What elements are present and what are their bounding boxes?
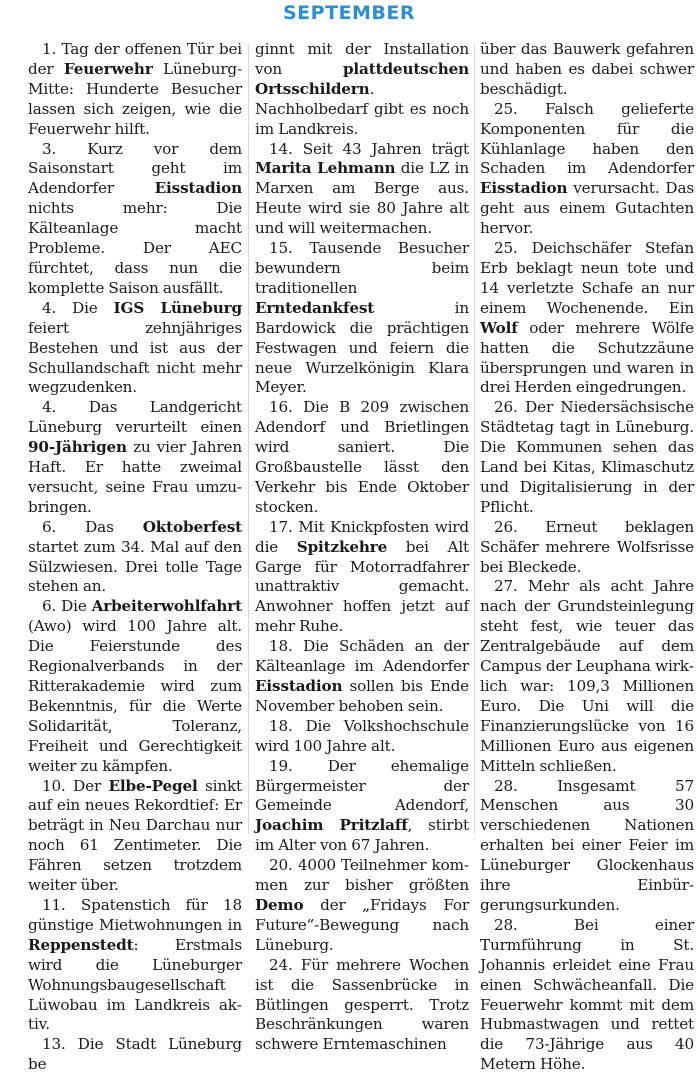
chronicle-entry [480,239,694,398]
column-2 [255,40,469,1055]
chronicle-entry [480,518,694,578]
chronicle-entry [28,40,242,140]
entry-text: 19. Der ehemalige Bürgermeister der Gemeinde Adendorf, [255,756,469,815]
entry-highlight: Spitzkehre [296,537,388,556]
chronicle-entry [255,717,469,757]
page-title: SEPTEMBER [282,2,416,24]
entry-highlight: Feuerwehr [63,59,153,78]
chronicle-entry [480,916,694,1075]
entry-text: 20. 4000 Teilnehmer kommen zur bisher größten [255,856,469,895]
chronicle-entry [28,299,242,399]
entry-highlight: Oktoberfest [142,517,242,536]
entry-text: 28. Insgesamt 57 Menschen aus 30 verschiedenen Nationen erhalten bei einer Feier im Lüneburger Glockenhaus ihre Einbürgerungsurkunden. [480,776,694,914]
entry-text: startet zum 34. Mal auf den Sülzwiesen. Drei tolle Tage stehen an. [28,537,242,596]
chronicle-entry [480,40,694,100]
chronicle-entry [28,140,242,299]
chronicle-entry [255,518,469,637]
chronicle-entry [255,40,469,140]
entry-text: 24. Für mehrere Wochen ist die Sassenbrücke in Bütlingen gesperrt. Trotz Beschränkungen waren schwere Erntemaschinen [255,955,469,1054]
entry-text: 10. Der [42,776,109,795]
entry-text: 17. Mit Knickpfosten wird die [255,517,469,556]
column-3 [480,40,694,1075]
entry-text: Lüneburg-Mitte: Hunderte Besucher lassen sich zeigen, wie die Feuerwehr hilft. [28,59,242,138]
entry-text: 16. Die B 209 zwischen Adendorf und Brietlingen wird saniert. Die Großbaustelle lässt den Verkehr bis Ende Oktober stocken. [255,398,469,516]
entry-highlight: Wolf [480,318,518,337]
entry-highlight: plattdeutschen Ortsschildern [255,59,469,98]
entry-text: ginnt mit der Installation von [255,40,469,78]
entry-text: 4. Die [42,298,114,317]
entry-text: 14. Seit 43 Jahren trägt [269,139,469,158]
entry-text: die LZ in Marxen am Berge aus. Heute wird sie 80 Jahre alt und will weitermachen. [255,159,469,238]
chronicle-entry [480,577,694,776]
column-divider [474,44,475,834]
entry-text: 3. Kurz vor dem Saisonstart geht im Adendorfer [28,139,242,198]
entry-text: 18. Die Schäden an der Kälteanlage im Adendorfer [255,637,469,676]
entry-text: 6. Die [42,597,92,616]
entry-text: 15. Tausende Besucher bewundern beim traditionellen [255,239,469,297]
entry-text: 13. Die Stadt Lüneburg be [28,1035,242,1074]
chronicle-entry [255,140,469,240]
entry-text: (Awo) wird 100 Jahre alt. Die Feierstunde des Regionalverbands in der Ritterakademie wird zum Bekenntnis, für die Werte Solidarität, Toleranz, Freiheit und Gerechtigkeit weiter zu kämpfen. [28,617,242,775]
entry-highlight: 90-Jährigen [28,438,127,457]
entry-text: 11. Spatenstich für 18 günstige Mietwohnungen in [28,895,242,934]
entry-text: 25. Falsch gelieferte Komponenten für die Kühlanlage haben den Schaden im Adendorfer [480,99,694,178]
entry-highlight: Erntedankfest [255,298,375,317]
entry-highlight: Eisstadion [480,179,568,198]
entry-text: über das Bauwerk gefahren und haben es dabei schwer beschädigt. [480,40,694,98]
chronicle-entry [480,398,694,517]
chronicle-entry [480,100,694,239]
chronicle-entry [255,239,469,398]
chronicle-entry [255,856,469,956]
entry-text: 4. Das Landgericht Lüneburg verurteilt einen [28,398,242,437]
entry-text: sollen bis Ende November behoben sein. [255,677,469,715]
chronicle-entry [28,896,242,1035]
entry-highlight: Marita Lehmann [255,159,396,178]
entry-text: 25. Deichschäfer Stefan Erb beklagt neun tote und 14 verletzte Schafe an nur einem Wochenende. Ein [480,239,694,317]
entry-highlight: IGS Lüneburg [113,298,242,317]
entry-text: sinkt auf ein neues Rekordtief: Er beträgt in Neu Darchau nur noch 61 Zentimeter. Die Fähren setzen trotzdem weiter über. [28,776,242,895]
chronicle-entry [255,956,469,1056]
chronicle-entry [480,777,694,916]
column-1 [28,40,242,1075]
entry-highlight: Reppenstedt [28,935,134,954]
entry-text: 1. Tag der offenen Tür bei der [28,40,242,78]
chronicle-entry [255,757,469,857]
entry-text: : Erstmals wird die Lüneburger Wohnungsbaugesellschaft Lüwobau im Landkreis aktiv. [28,935,242,1034]
chronicle-entry [255,398,469,517]
entry-text: 28. Bei einer Turmführung in St. Johannis erleidet eine Frau einen Schwächeanfall. Die Feuerwehr kommt mit dem Hubmastwagen und rettet die 73-Jährige aus 40 Metern Höhe. [480,915,694,1074]
chronicle-entry [28,777,242,896]
entry-text: zu vier Jahren Haft. Er hatte zweimal versucht, seine Frau umzubringen. [28,438,242,516]
chronicle-entry [28,518,242,598]
entry-text: bei Alt Garge für Motorradfahrer unattraktiv gemacht. Anwohner hoffen jetzt auf mehr Ruhe. [255,537,469,636]
entry-text: der „Fridays For Future“-Bewegung nach Lüneburg. [255,895,469,954]
column-divider [248,44,249,834]
entry-text: nichts mehr: Die Kälteanlage macht Probleme. Der AEC fürchtet, dass nun die komplette Saison ausfällt. [28,199,242,297]
entry-highlight: Arbeiterwohlfahrt [91,597,242,616]
entry-highlight: Demo [255,895,304,914]
entry-highlight: Eisstadion [255,677,343,695]
entry-highlight: Eisstadion [154,179,242,198]
chronicle-entry [28,597,242,776]
entry-highlight: Joachim Pritzlaff [255,816,408,835]
entry-text: 26. Der Niedersächsische Städtetag tagt in Lüneburg. Die Kommunen sehen das Land bei Kitas, Klimaschutz und Digitalisierung in der Pflicht. [480,398,694,516]
entry-text: in Bardowick die prächtigen Festwagen und feiern die neue Wurzelkönigin Klara Meyer. [255,298,469,397]
entry-text: 18. Die Volkshochschule wird 100 Jahre alt. [255,716,469,755]
entry-text: , stirbt im Alter von 67 Jahren. [255,816,469,855]
entry-text: verursacht. Das geht aus einem Gutachten hervor. [480,179,694,238]
entry-text: oder mehrere Wölfe hatten die Schutzzäune übersprungen und waren in drei Herden eingedrungen. [480,318,694,397]
chronicle-entry [28,1035,242,1075]
chronicle-entry [255,637,469,717]
article-columns [28,40,694,1074]
entry-highlight: Elbe-Pegel [108,776,198,795]
chronicle-entry [28,398,242,517]
entry-text: 27. Mehr als acht Jahre nach der Grundsteinlegung steht fest, wie teuer das Zentralgebäude auf dem Campus der Leuphana wirklich war: 109,3 Millionen Euro. Die Uni will die Finanzierungslücke von 16 Millionen Euro aus eigenen Mitteln schließen. [480,577,694,775]
entry-text: 26. Erneut beklagen Schäfer mehrere Wolfsrisse bei Bleckede. [480,517,694,576]
entry-text: . Nachholbedarf gibt es noch im Landkreis. [255,79,469,138]
entry-text: 6. Das [42,517,143,536]
entry-text: feiert zehnjähriges Bestehen und ist aus der Schullandschaft nicht mehr wegzudenken. [28,318,242,397]
